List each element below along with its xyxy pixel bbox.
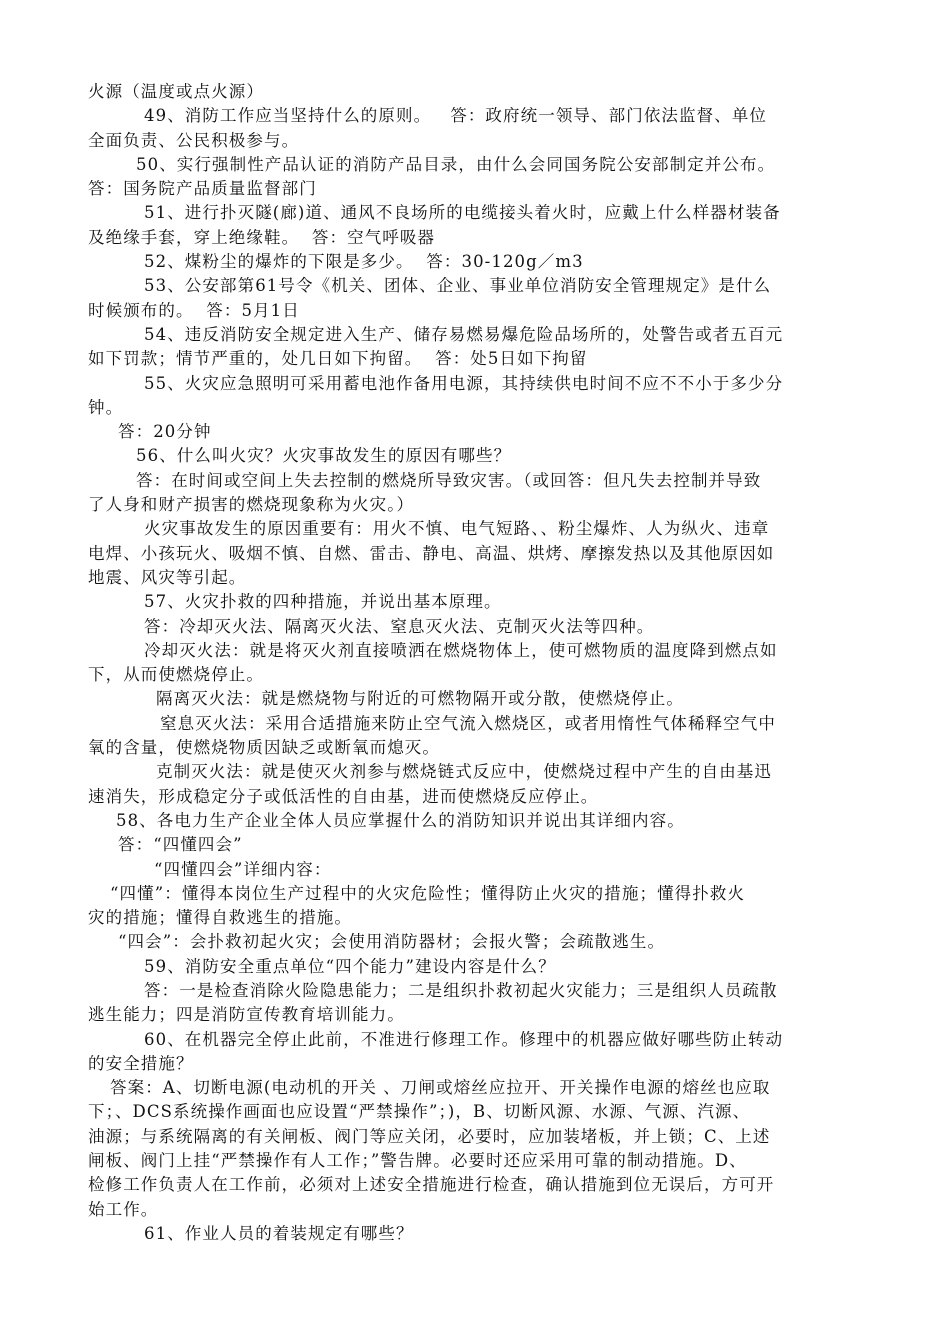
text-line: 及绝缘手套，穿上绝缘鞋。 答：空气呼吸器 — [88, 227, 436, 247]
text-line: 57、火灾扑救的四种措施，并说出基本原理。 — [144, 592, 502, 612]
text-line: 下；、DCS系统操作画面也应设置“严禁操作”；)，B、切断风源、水源、气源、汽源、 — [88, 1102, 751, 1122]
text-line: 了人身和财产损害的燃烧现象称为火灾。） — [88, 495, 415, 515]
text-line: 检修工作负责人在工作前，必须对上述安全措施进行检查，确认措施到位无误后，方可开 — [88, 1175, 775, 1195]
text-line: 氧的含量，使燃烧物质因缺乏或断氧而熄灭。 — [88, 738, 440, 758]
text-line: 52、煤粉尘的爆炸的下限是多少。 答：30-120g／m3 — [144, 252, 584, 272]
text-line: 全面负责、公民积极参与。 — [88, 130, 300, 150]
text-line: 时候颁布的。 答：5月1日 — [88, 300, 300, 320]
text-line: 54、违反消防安全规定进入生产、储存易燃易爆危险品场所的，处警告或者五百元 — [144, 324, 784, 344]
text-line: 钟。 — [88, 397, 124, 417]
text-line: 冷却灭火法：就是将灭火剂直接喷洒在燃烧物体上，使可燃物质的温度降到燃点如 — [144, 640, 778, 660]
text-line: 地震、风灾等引起。 — [88, 567, 247, 587]
text-line: 答：国务院产品质量监督部门 — [88, 179, 317, 199]
text-line: “四懂四会”详细内容： — [154, 859, 332, 879]
text-line: 答案：A、切断电源(电动机的开关 、刀闸或熔丝应拉开、开关操作电源的熔丝也应取 — [110, 1078, 771, 1098]
text-line: 61、作业人员的着装规定有哪些？ — [144, 1223, 414, 1243]
text-line: 答：一是检查消除火险隐患能力；二是组织扑救初起火灾能力；三是组织人员疏散 — [144, 980, 778, 1000]
text-line: 窒息灭火法：采用合适措施来防止空气流入燃烧区，或者用惰性气体稀释空气中 — [160, 713, 776, 733]
text-line: 答：在时间或空间上失去控制的燃烧所导致灾害。（或回答：但凡失去控制并导致 — [136, 470, 762, 490]
text-line: 60、在机器完全停止此前，不准进行修理工作。修理中的机器应做好哪些防止转动 — [144, 1029, 784, 1049]
text-line: 隔离灭火法：就是燃烧物与附近的可燃物隔开或分散，使燃烧停止。 — [156, 689, 684, 709]
text-line: 下，从而使燃烧停止。 — [88, 665, 264, 685]
text-line: 49、消防工作应当坚持什么的原则。 答：政府统一领导、部门依法监督、单位 — [144, 106, 768, 126]
text-line: 58、各电力生产企业全体人员应掌握什么的消防知识并说出其详细内容。 — [116, 810, 685, 830]
text-line: 克制灭火法：就是使灭火剂参与燃烧链式反应中，使燃烧过程中产生的自由基迅 — [156, 762, 772, 782]
text-line: 51、进行扑灭隧(廊)道、通风不良场所的电缆接头着火时，应戴上什么样器材装备 — [144, 203, 781, 223]
text-line: 的安全措施？ — [88, 1053, 194, 1073]
text-line: 火灾事故发生的原因重要有：用火不慎、电气短路、、粉尘爆炸、人为纵火、违章 — [144, 519, 770, 539]
text-line: 如下罚款；情节严重的，处几日如下拘留。 答：处5日如下拘留 — [88, 349, 588, 369]
text-line: 59、消防安全重点单位“四个能力”建设内容是什么？ — [144, 956, 556, 976]
text-line: 火源（温度或点火源） — [88, 82, 264, 101]
text-line: 56、什么叫火灾？火灾事故发生的原因有哪些？ — [136, 446, 512, 466]
document-page — [88, 80, 868, 1246]
text-line: 油源；与系统隔离的有关闸板、阀门等应关闭，必要时，应加装堵板，并上锁；C、上述 — [88, 1126, 771, 1146]
text-line: 闸板、阀门上挂“严禁操作有人工作；”警告牌。必要时还应采用可靠的制动措施。D、 — [88, 1151, 747, 1171]
text-line: 逃生能力；四是消防宣传教育培训能力。 — [88, 1005, 405, 1025]
text-line: 速消失，形成稳定分子或低活性的自由基，进而使燃烧反应停止。 — [88, 786, 599, 806]
text-line: 灾的措施；懂得自救逃生的措施。 — [88, 908, 352, 928]
text-line: 50、实行强制性产品认证的消防产品目录，由什么会同国务院公安部制定并公布。 — [136, 154, 776, 174]
text-line: 电焊、小孩玩火、吸烟不慎、自燃、雷击、静电、高温、烘烤、摩擦发热以及其他原因如 — [88, 543, 775, 563]
text-line: 55、火灾应急照明可采用蓄电池作备用电源，其持续供电时间不应不不小于多少分 — [144, 373, 784, 393]
text-line: 答：冷却灭火法、隔离灭火法、窒息灭火法、克制灭火法等四种。 — [144, 616, 655, 636]
text-line: 答：20分钟 — [118, 422, 212, 442]
text-line: 答：“四懂四会” — [118, 835, 243, 855]
text-line: 始工作。 — [88, 1199, 159, 1219]
text-line: 53、公安部第61号令《机关、团体、企业、事业单位消防安全管理规定》是什么 — [144, 276, 772, 296]
text-line: “四懂”：懂得本岗位生产过程中的火灾危险性；懂得防止火灾的措施；懂得扑救火 — [110, 883, 746, 903]
text-line: “四会”：会扑救初起火灾；会使用消防器材；会报火警；会疏散逃生。 — [118, 932, 666, 952]
